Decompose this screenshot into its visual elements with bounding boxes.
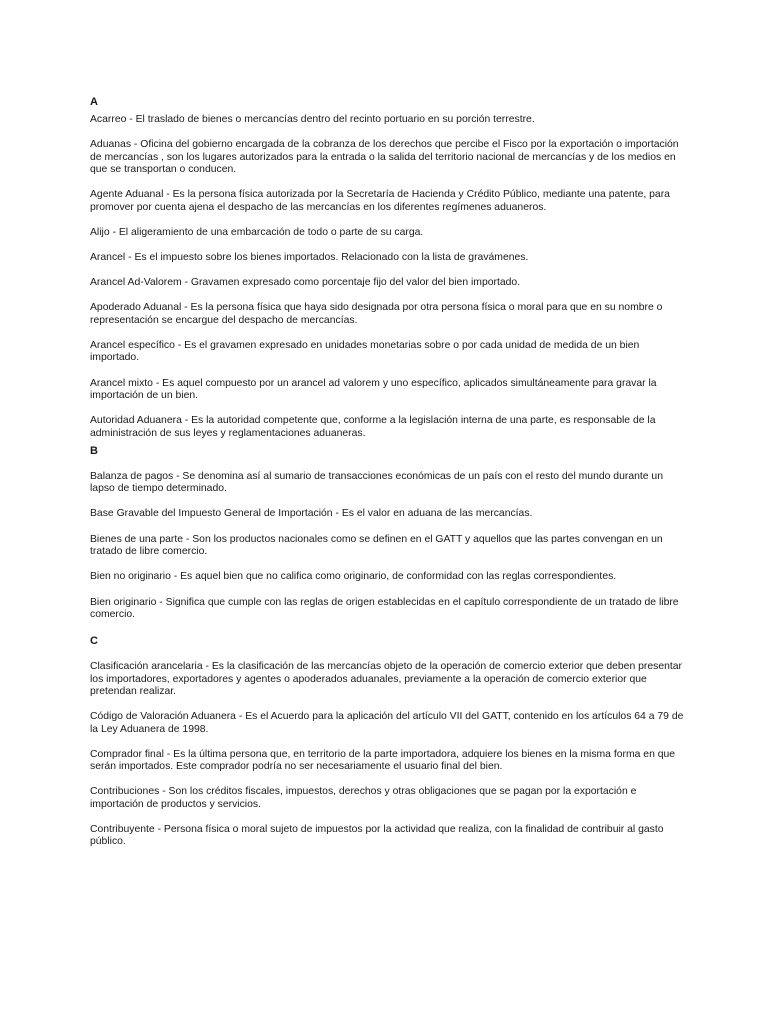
entry-contribuciones: Contribuciones - Son los créditos fiscales, impuestos, derechos y otras obligaciones que se pagan por la exportación e importación de productos y servicios.	[90, 786, 637, 810]
entry-clasificacion-arancelaria: Clasificación arancelaria - Es la clasificación de las mercancías objeto de la operación de comercio exterior que deben presentar los importadores, exportadores y agentes o apoderados aduanales, previamente a la operación de comercio exterior que pretendan realizar.	[90, 661, 683, 697]
entry-bien-originario: Bien originario - Significa que cumple con las reglas de origen establecidas en el capítulo correspondiente de un tratado de libre comercio.	[90, 596, 679, 620]
entry-codigo-de-valoracion: Código de Valoración Aduanera - Es el Acuerdo para la aplicación del artículo VII del GATT, contenido en los artículos 64 a 79 de la Ley Aduanera de 1998.	[90, 711, 684, 735]
entry-base-gravable: Base Gravable del Impuesto General de Importación - Es el valor en aduana de las mercancías.	[90, 508, 533, 520]
entry-arancel-mixto: Arancel mixto - Es aquel compuesto por un arancel ad valorem y uno específico, aplicados simultáneamente para gravar la importación de un bien.	[90, 377, 657, 402]
glossary-content	[90, 96, 690, 849]
entry-comprador-final: Comprador final - Es la última persona que, en territorio de la parte importadora, adquiere los bienes en la misma forma en que serán importados. Este comprador podría no ser necesariamente el usuario final del bien.	[90, 748, 676, 773]
entry-alijo: Alijo - El aligeramiento de una embarcación de todo o parte de su carga.	[90, 226, 424, 238]
entry-balanza-de-pagos: Balanza de pagos - Se denomina así al sumario de transacciones económicas de un país con el resto del mundo durante un lapso de tiempo determinado.	[90, 470, 663, 495]
entry-agente-aduanal: Agente Aduanal - Es la persona física autorizada por la Secretaría de Hacienda y Crédito Público, mediante una patente, para promover por cuenta ajena el despacho de las mercancías en los diferentes regímenes aduaneros.	[90, 189, 670, 213]
entry-autoridad-aduanera: Autoridad Aduanera - Es la autoridad competente que, conforme a la legislación interna de una parte, es responsable de la administración de sus leyes y reglamentaciones aduaneras.	[90, 415, 656, 439]
entry-apoderado-aduanal: Apoderado Aduanal - Es la persona física que haya sido designada por otra persona física o moral para que en su nombre o representación se encargue del despacho de mercancías.	[90, 302, 663, 326]
section-letter-a: A	[90, 96, 98, 108]
section-letter-c: C	[90, 635, 98, 648]
entry-acarreo: Acarreo - El traslado de bienes o mercancías dentro del recinto portuario en su porción terrestre.	[90, 114, 535, 125]
entry-arancel-especifico: Arancel específico - Es el gravamen expresado en unidades monetarias sobre o por cada unidad de medida de un bien importado.	[90, 340, 640, 364]
entry-arancel-ad-valorem: Arancel Ad-Valorem - Gravamen expresado como porcentaje fijo del valor del bien importado.	[90, 277, 521, 289]
entry-aduanas: Aduanas - Oficina del gobierno encargada de la cobranza de los derechos que percibe el Fisco por la exportación o importación de mercancías , son los lugares autorizados para la entrada o la salida del territorio nacional de mercancías y de los medios en que se transportan o conducen.	[90, 139, 679, 176]
entry-bien-no-originario: Bien no originario - Es aquel bien que no califica como originario, de conformidad con las reglas correspondientes.	[90, 571, 617, 583]
entry-contribuyente: Contribuyente - Persona física o moral sujeto de impuestos por la actividad que realiza, con la finalidad de contribuir al gasto público.	[90, 823, 664, 848]
section-letter-b: B	[90, 445, 98, 458]
entry-arancel: Arancel - Es el impuesto sobre los bienes importados. Relacionado con la lista de gravámenes.	[90, 252, 529, 264]
entry-bienes-de-una-parte: Bienes de una parte - Son los productos nacionales como se definen en el GATT y aquellos que las partes convengan en un tratado de libre comercio.	[90, 533, 663, 558]
